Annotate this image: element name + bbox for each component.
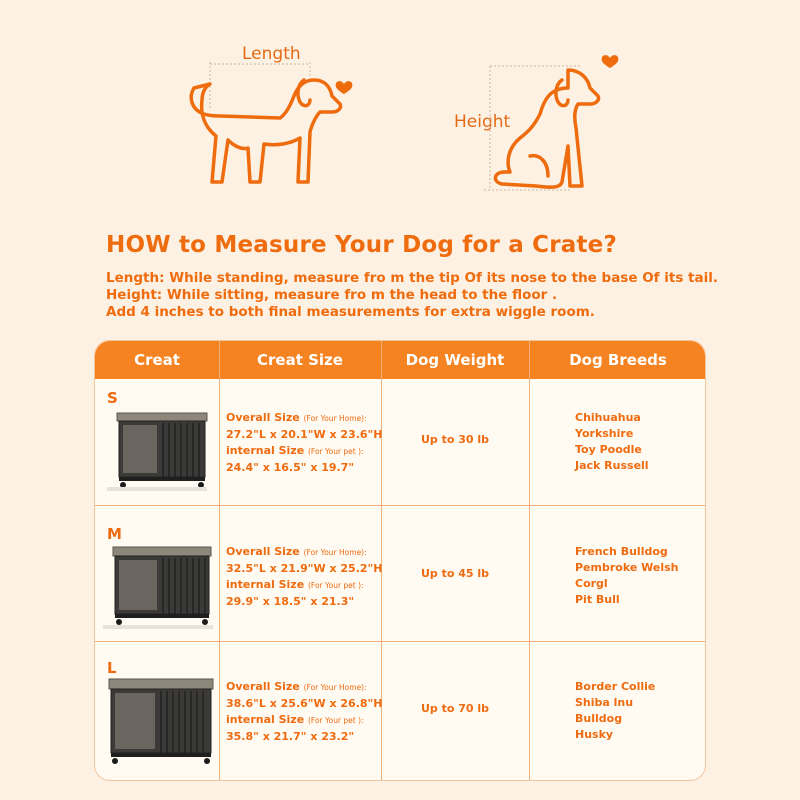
crate-image-small (101, 407, 215, 491)
crate-dimensions: Overall Size (For Your Home): 32.5"L x 21.9"W x 25.2"H internal Size (For Your pet ): 29.9" x 18.5" x 21.3" (226, 545, 383, 608)
dog-sitting-icon (470, 52, 630, 198)
dog-weight: Up to 30 lb (420, 433, 490, 446)
crate-dimensions: Overall Size (For Your Home): 27.2"L x 20.1"W x 23.6"H internal Size (For Your pet ): 24.4" x 16.5" x 19.7" (226, 411, 383, 474)
size-letter: L (107, 659, 117, 677)
dog-weight: Up to 45 lb (420, 567, 490, 580)
dog-breeds: French Bulldog Pembroke Welsh Corgl Pit Bull (575, 545, 679, 606)
page-title: HOW to Measure Your Dog for a Crate? (106, 232, 617, 258)
header-creat-size: Creat Size (257, 351, 343, 369)
header-dog-weight: Dog Weight (405, 351, 505, 369)
instruction-length: Length: While standing, measure fro m the tip Of its nose to the base Of its tail. (106, 270, 719, 286)
crate-image-large (99, 675, 219, 767)
dog-breeds: Chihuahua Yorkshire Toy Poodle Jack Russell (575, 411, 649, 472)
instructions (106, 270, 746, 321)
height-label: Height (454, 112, 511, 132)
instruction-extra-room: Add 4 inches to both final measurements for extra wiggle room. (106, 304, 595, 320)
crate-dimensions: Overall Size (For Your Home): 38.6"L x 25.6"W x 26.8"H internal Size (For Your pet ): 35.8" x 21.7" x 23.2" (226, 680, 383, 743)
header-dog-breeds: Dog Breeds (569, 351, 667, 369)
size-table (94, 340, 706, 781)
dog-breeds: Border Collie Shiba lnu Bulldog Husky (575, 680, 656, 741)
header-creat: Creat (134, 351, 180, 369)
crate-image-medium (99, 541, 219, 629)
length-label: Length (242, 44, 301, 64)
size-letter: S (107, 389, 118, 407)
dog-weight: Up to 70 lb (420, 702, 490, 715)
size-letter: M (107, 525, 122, 543)
instruction-height: Height: While sitting, measure fro m the head to the floor . (106, 287, 558, 303)
dog-standing-icon (180, 58, 360, 198)
table-header (95, 341, 706, 379)
